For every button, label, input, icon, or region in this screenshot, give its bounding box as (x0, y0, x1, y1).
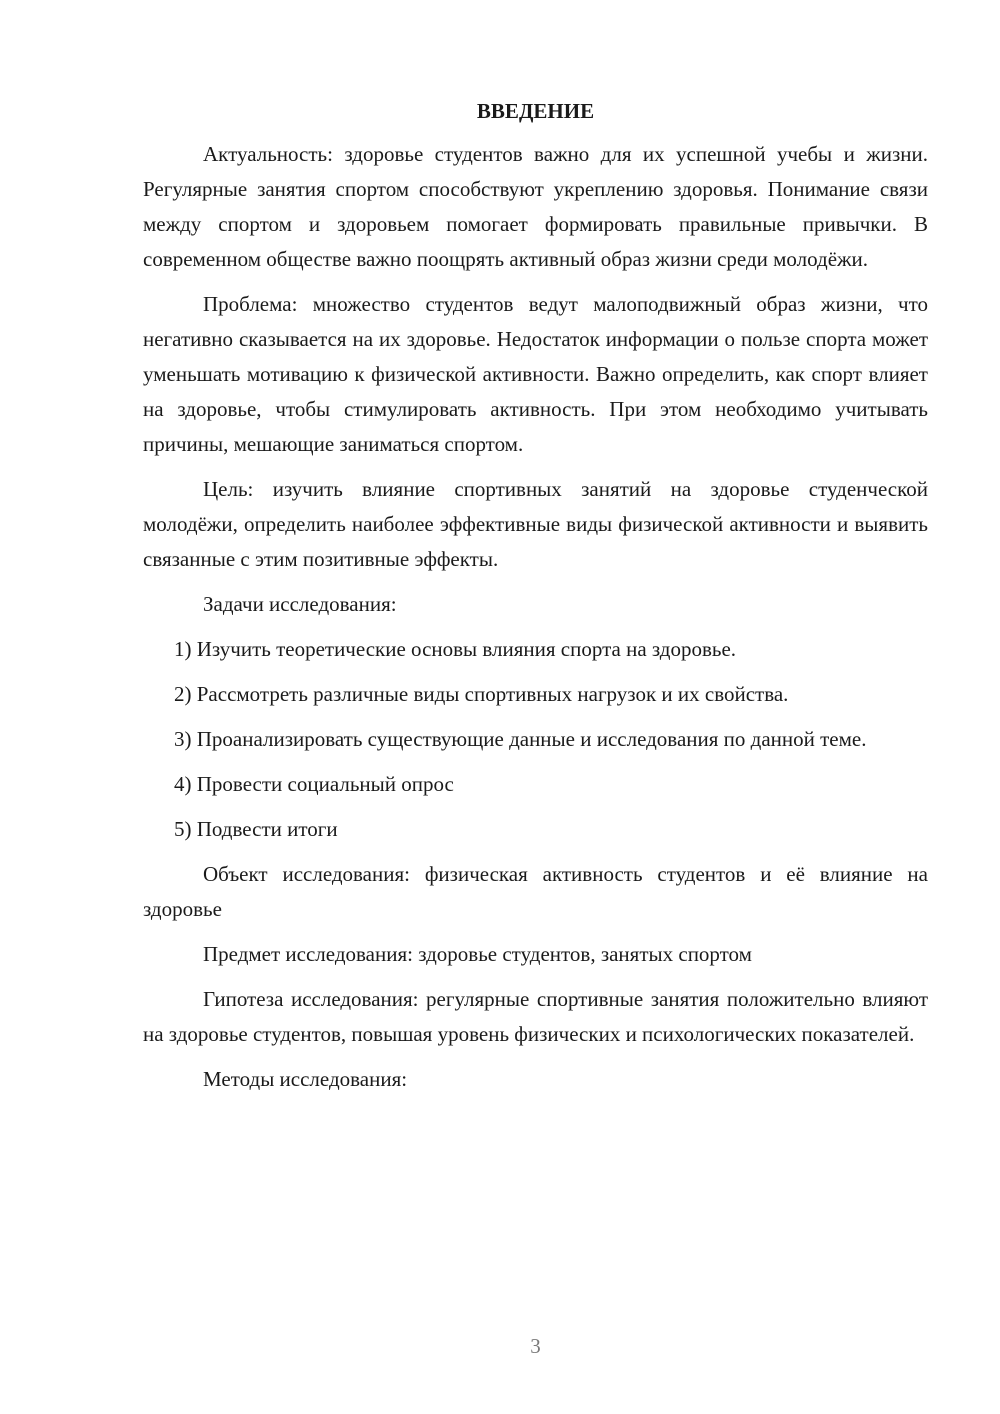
task-item: 4) Провести социальный опрос (174, 772, 454, 796)
tasks-heading: Задачи исследования: (203, 592, 397, 616)
research-subject-paragraph: Предмет исследования: здоровье студентов, занятых спортом (203, 942, 752, 966)
research-object-paragraph: Объект исследования: физическая активность студентов и её влияние на здоровье (143, 862, 928, 921)
document-body (143, 96, 928, 1107)
task-item: 2) Рассмотреть различные виды спортивных нагрузок и их свойства. (174, 682, 789, 706)
section-title: ВВЕДЕНИЕ (476, 99, 595, 123)
relevance-paragraph: Актуальность: здоровье студентов важно для их успешной учебы и жизни. Регулярные занятия спортом способствуют укреплению здоровья. Понимание связи между спортом и здоровьем помогает формировать правильные привычки. В современном обществе важно поощрять активный образ жизни среди молодёжи. (143, 142, 928, 271)
task-item: 1) Изучить теоретические основы влияния спорта на здоровье. (174, 637, 737, 661)
page-number: 3 (530, 1334, 541, 1358)
task-item: 5) Подвести итоги (174, 817, 338, 841)
task-item: 3) Проанализировать существующие данные и исследования по данной теме. (174, 727, 867, 751)
goal-paragraph: Цель: изучить влияние спортивных занятий на здоровье студенческой молодёжи, определить наиболее эффективные виды физической активности и выявить связанные с этим позитивные эффекты. (143, 477, 928, 571)
methods-heading: Методы исследования: (203, 1067, 408, 1091)
problem-paragraph: Проблема: множество студентов ведут малоподвижный образ жизни, что негативно сказывается на их здоровье. Недостаток информации о пользе спорта может уменьшать мотивацию к физической активности. Важно определить, как спорт влияет на здоровье, чтобы стимулировать активность. При этом необходимо учитывать причины, мешающие заниматься спортом. (143, 292, 928, 456)
hypothesis-paragraph: Гипотеза исследования: регулярные спортивные занятия положительно влияют на здоровье студентов, повышая уровень физических и психологических показателей. (143, 987, 928, 1046)
